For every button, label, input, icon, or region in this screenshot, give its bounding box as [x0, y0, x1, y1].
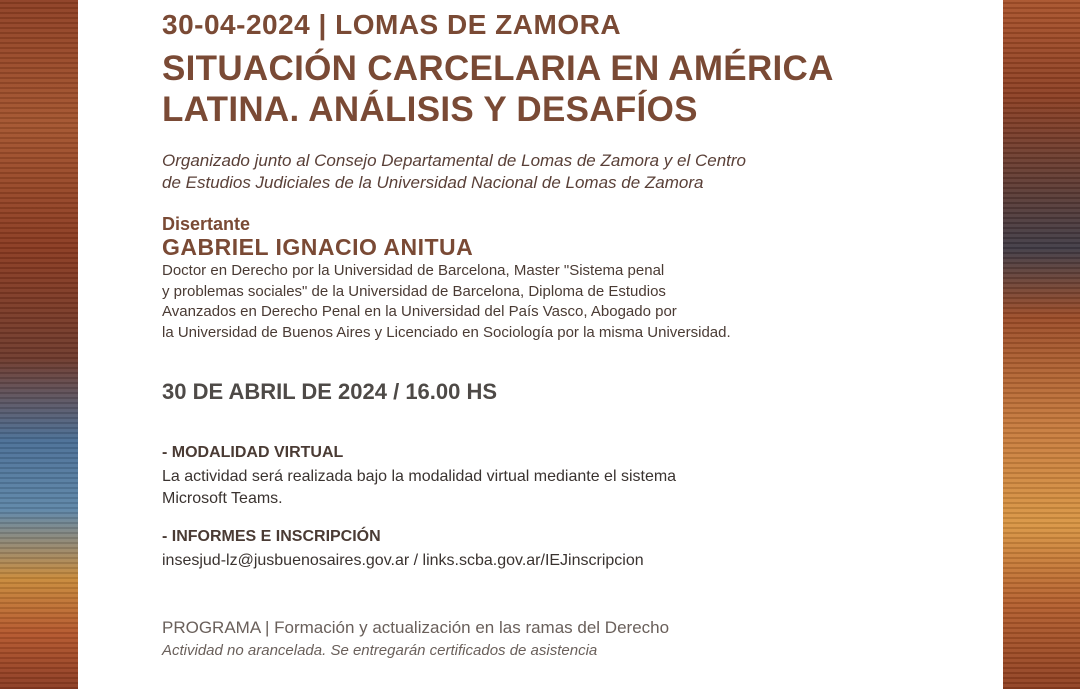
speaker-label: Disertante [162, 214, 251, 234]
event-datetime: 30 DE ABRIL DE 2024 / 16.00 HS [162, 379, 498, 404]
decorative-left-border [0, 0, 78, 689]
organizers-text [162, 150, 746, 194]
event-title-line: SITUACIÓN CARCELARIA EN AMÉRICA [162, 49, 834, 88]
speaker-bio-line: Avanzados en Derecho Penal en la Universidad del País Vasco, Abogado por [162, 303, 677, 320]
speaker-name: GABRIEL IGNACIO ANITUA [162, 234, 474, 260]
organizers-line: Organizado junto al Consejo Departamental de Lomas de Zamora y el Centro [162, 151, 746, 170]
info-contact-link[interactable]: insesjud-lz@jusbuenosaires.gov.ar / links.scba.gov.ar/IEJinscripcion [162, 552, 644, 569]
modality-heading: - MODALIDAD VIRTUAL [162, 444, 344, 461]
event-title-line: LATINA. ANÁLISIS Y DESAFÍOS [162, 90, 698, 129]
flyer-panel [78, 0, 1003, 689]
speaker-bio-line: la Universidad de Buenos Aires y Licenciado en Sociología por la misma Universidad. [162, 323, 731, 341]
speaker-bio-line: y problemas sociales" de la Universidad de Barcelona, Diploma de Estudios [162, 282, 666, 300]
decorative-right-border [1003, 0, 1080, 689]
speaker-bio [162, 261, 731, 343]
info-heading: - INFORMES E INSCRIPCIÓN [162, 528, 381, 545]
certificate-note: Actividad no arancelada. Se entregarán certificados de asistencia [162, 642, 598, 659]
modality-line: Microsoft Teams. [162, 490, 283, 507]
organizers-line: de Estudios Judiciales de la Universidad Nacional de Lomas de Zamora [162, 173, 704, 192]
speaker-bio-line: Doctor en Derecho por la Universidad de Barcelona, Master "Sistema penal [162, 262, 665, 279]
event-title [162, 48, 834, 130]
date-location-heading: 30-04-2024 | LOMAS DE ZAMORA [162, 9, 622, 40]
programa-text: PROGRAMA | Formación y actualización en las ramas del Derecho [162, 618, 670, 637]
modality-text [162, 466, 676, 510]
modality-line: La actividad será realizada bajo la modalidad virtual mediante el sistema [162, 468, 677, 485]
